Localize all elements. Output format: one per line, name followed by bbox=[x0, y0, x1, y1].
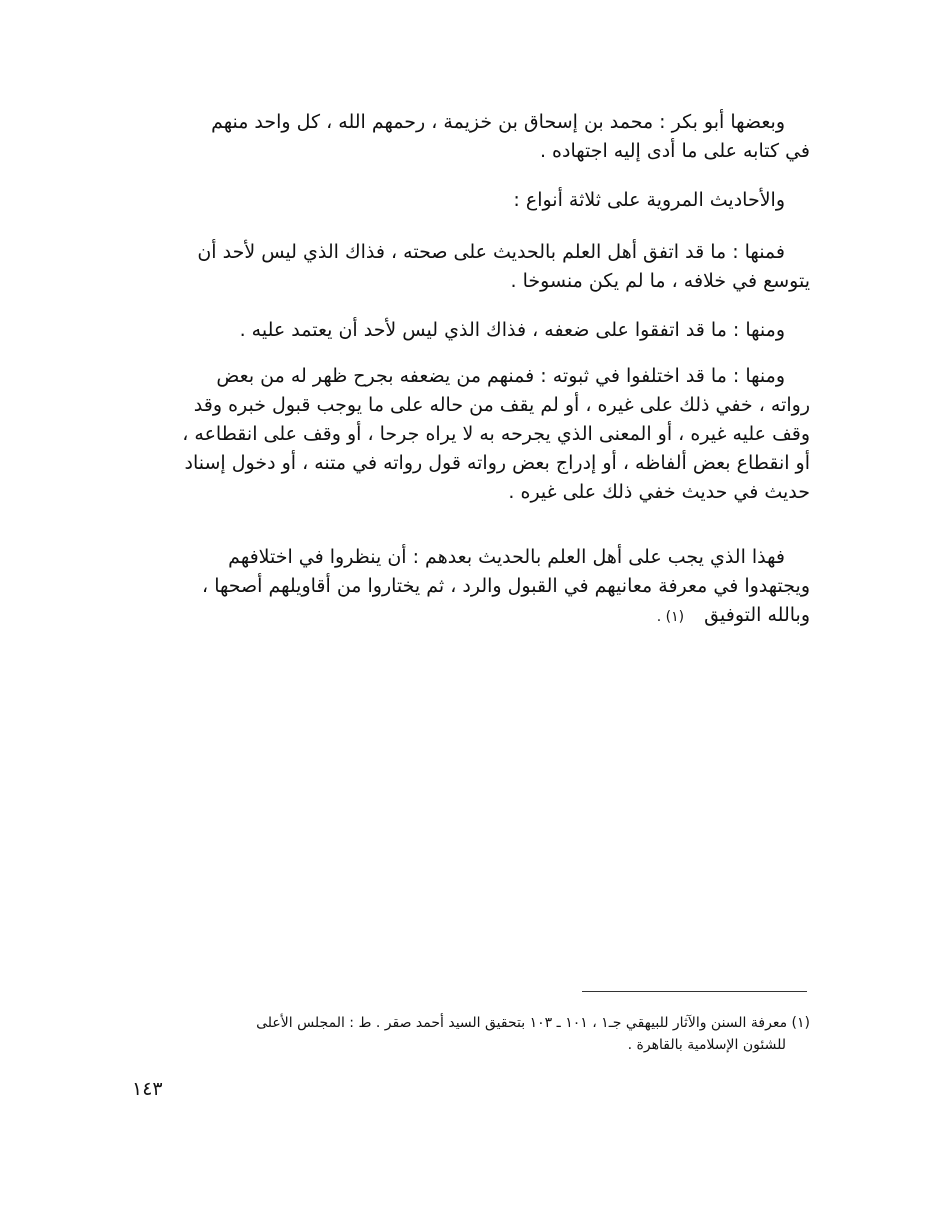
paragraph-4 bbox=[130, 316, 810, 345]
paragraph-line: ومنها : ما قد اتفقوا على ضعفه ، فذاك الذي ليس لأحد أن يعتمد عليه . bbox=[239, 319, 785, 341]
paragraph-line: رواته ، خفي ذلك على غيره ، أو لم يقف من حاله على ما يوجب قبول خبره وقد bbox=[193, 394, 810, 416]
paragraph-3 bbox=[130, 238, 810, 296]
footnote bbox=[130, 1012, 810, 1056]
paragraph-1 bbox=[130, 108, 810, 166]
paragraph-line: في كتابه على ما أدى إليه اجتهاده . bbox=[539, 140, 810, 162]
paragraph-line: حديث في حديث خفي ذلك على غيره . bbox=[508, 481, 810, 503]
paragraph-line: والأحاديث المروية على ثلاثة أنواع : bbox=[513, 189, 785, 211]
paragraph-line: ويجتهدوا في معرفة معانيهم في القبول والرد ، ثم يختاروا من أقاويلهم أصحها ، bbox=[202, 575, 810, 597]
paragraph-line: فمنها : ما قد اتفق أهل العلم بالحديث على صحته ، فذاك الذي ليس لأحد أن bbox=[197, 241, 785, 263]
page-number: ١٤٣ bbox=[132, 1078, 163, 1100]
paragraph-5 bbox=[130, 362, 810, 507]
footnote-line: للشئون الإسلامية بالقاهرة . bbox=[627, 1037, 786, 1053]
paragraph-line: ومنها : ما قد اختلفوا في ثبوته : فمنهم من يضعفه بجرح ظهر له من بعض bbox=[216, 365, 785, 387]
footnote-divider bbox=[582, 991, 807, 992]
paragraph-line: وبالله التوفيق bbox=[704, 604, 810, 626]
paragraph-6 bbox=[130, 543, 810, 632]
paragraph-line: فهذا الذي يجب على أهل العلم بالحديث بعدهم : أن ينظروا في اختلافهم bbox=[228, 546, 785, 568]
paragraph-line: يتوسع في خلافه ، ما لم يكن منسوخا . bbox=[510, 270, 810, 292]
paragraph-2 bbox=[130, 186, 810, 215]
paragraph-line: أو انقطاع بعض ألفاظه ، أو إدراج بعض رواته قول رواته في متنه ، أو دخول إسناد bbox=[184, 452, 810, 474]
footnote-line: (١) معرفة السنن والآثار للبيهقي جـ١ ، ١٠١ ـ ١٠٣ بتحقيق السيد أحمد صقر . ط : المجلس الأعلى bbox=[256, 1015, 810, 1031]
paragraph-line: وقف عليه غيره ، أو المعنى الذي يجرحه به لا يراه جرحا ، أو وقف على انقطاعه ، bbox=[182, 423, 810, 445]
paragraph-line: وبعضها أبو بكر : محمد بن إسحاق بن خزيمة ، رحمهم الله ، كل واحد منهم bbox=[211, 111, 785, 133]
paragraph-last-line bbox=[130, 601, 810, 632]
footnote-reference: (١) . bbox=[656, 609, 685, 625]
